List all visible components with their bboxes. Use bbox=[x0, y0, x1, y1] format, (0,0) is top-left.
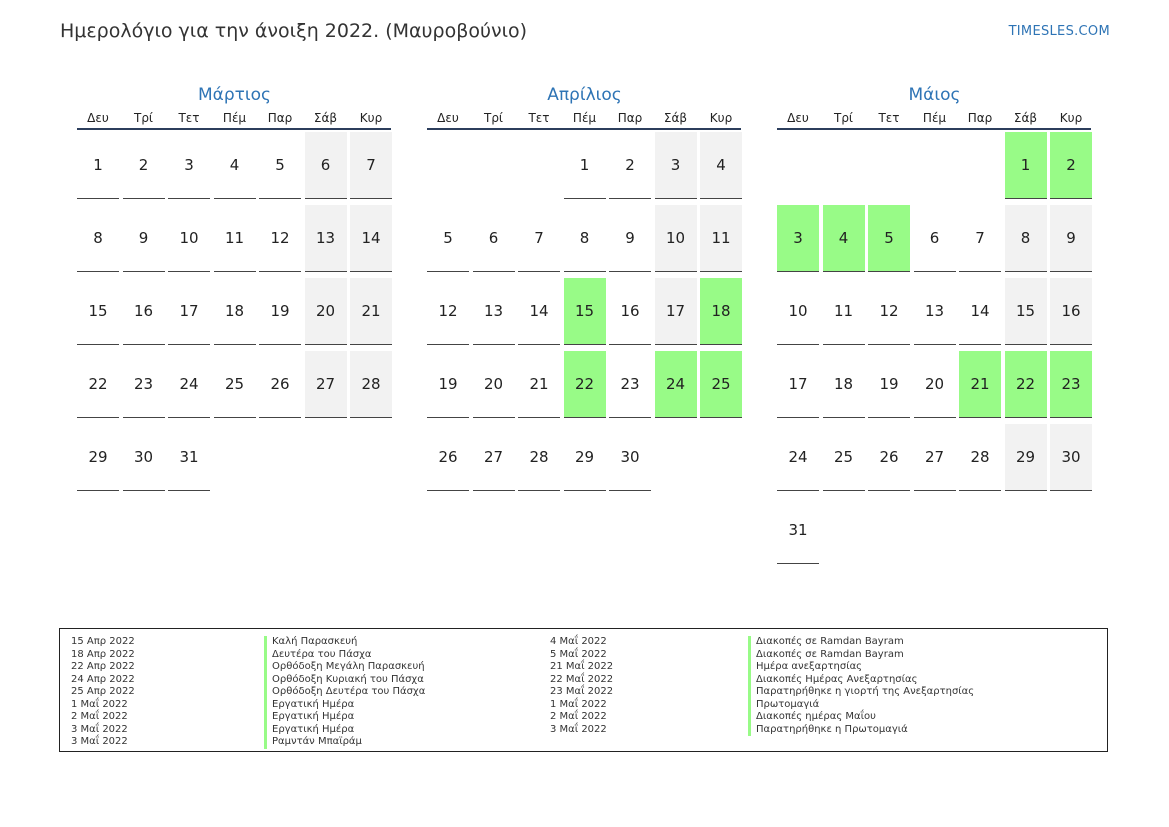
holiday-legend bbox=[59, 628, 1108, 752]
weekday-label: Παρ bbox=[267, 111, 293, 125]
day-cell[interactable]: 18 bbox=[700, 278, 742, 345]
day-cell[interactable]: 16 bbox=[123, 278, 165, 345]
legend-date: 21 Μαΐ 2022 bbox=[550, 661, 614, 672]
day-cell[interactable]: 20 bbox=[473, 351, 515, 418]
day-cell[interactable]: 27 bbox=[914, 424, 956, 491]
day-cell[interactable]: 31 bbox=[777, 497, 819, 564]
month-grid bbox=[777, 130, 1092, 570]
day-cell[interactable]: 3 bbox=[168, 132, 210, 199]
weekday-label: Δευ bbox=[437, 111, 459, 125]
weekday-label: Σάβ bbox=[1013, 111, 1038, 125]
legend-date: 4 Μαΐ 2022 bbox=[550, 636, 607, 647]
legend-date: 2 Μαΐ 2022 bbox=[550, 711, 607, 722]
legend-holiday-name: Διακοπές ημέρας Μαΐου bbox=[748, 711, 974, 724]
weekday-header bbox=[77, 108, 391, 130]
weekday-label: Παρ bbox=[617, 111, 643, 125]
day-cell[interactable]: 28 bbox=[518, 424, 560, 491]
month-name: Μάιος bbox=[908, 85, 961, 105]
day-cell[interactable]: 2 bbox=[609, 132, 651, 199]
legend-names-column bbox=[748, 636, 974, 736]
day-cell[interactable]: 5 bbox=[427, 205, 469, 272]
weekday-label: Πέμ bbox=[222, 111, 247, 125]
month-block bbox=[777, 82, 1092, 570]
weekday-header bbox=[777, 108, 1091, 130]
legend-holiday-name: Ορθόδοξη Δευτέρα του Πάσχα bbox=[264, 686, 425, 699]
day-cell[interactable]: 19 bbox=[259, 278, 301, 345]
day-cell[interactable]: 23 bbox=[123, 351, 165, 418]
day-cell[interactable]: 24 bbox=[777, 424, 819, 491]
weekday-label: Δευ bbox=[787, 111, 809, 125]
day-cell[interactable]: 8 bbox=[564, 205, 606, 272]
month-name: Απρίλιος bbox=[547, 85, 622, 105]
month-name: Μάρτιος bbox=[197, 85, 272, 105]
day-cell[interactable]: 8 bbox=[77, 205, 119, 272]
legend-holiday-name: Καλή Παρασκευή bbox=[264, 636, 425, 649]
legend-date: 2 Μαΐ 2022 bbox=[71, 711, 128, 722]
day-cell[interactable]: 21 bbox=[350, 278, 392, 345]
day-cell[interactable]: 5 bbox=[259, 132, 301, 199]
day-cell[interactable]: 25 bbox=[823, 424, 865, 491]
day-cell[interactable]: 16 bbox=[1050, 278, 1092, 345]
legend-date: 24 Απρ 2022 bbox=[71, 673, 135, 685]
day-cell[interactable]: 4 bbox=[823, 205, 865, 272]
day-cell[interactable]: 23 bbox=[609, 351, 651, 418]
legend-date: 22 Μαΐ 2022 bbox=[550, 673, 614, 685]
month-grid bbox=[77, 130, 392, 570]
page-title: Ημερολόγιο για την άνοιξη 2022. (Μαυροβούνιο) bbox=[60, 20, 528, 42]
day-cell[interactable]: 26 bbox=[427, 424, 469, 491]
day-cell[interactable]: 10 bbox=[777, 278, 819, 345]
day-cell[interactable]: 11 bbox=[823, 278, 865, 345]
day-cell[interactable]: 20 bbox=[914, 351, 956, 418]
day-cell[interactable]: 22 bbox=[564, 351, 606, 418]
month-grid bbox=[427, 130, 742, 570]
day-cell[interactable]: 13 bbox=[473, 278, 515, 345]
day-cell[interactable]: 1 bbox=[77, 132, 119, 199]
day-cell[interactable]: 27 bbox=[305, 351, 347, 418]
day-cell[interactable]: 17 bbox=[655, 278, 697, 345]
legend-holiday-name: Πρωτομαγιά bbox=[748, 699, 974, 712]
day-cell[interactable]: 25 bbox=[700, 351, 742, 418]
day-cell[interactable]: 11 bbox=[214, 205, 256, 272]
legend-holiday-name: Παρατηρήθηκε η Πρωτομαγιά bbox=[748, 724, 974, 737]
weekday-label: Σάβ bbox=[663, 111, 688, 125]
legend-dates-column bbox=[71, 636, 135, 749]
day-cell[interactable]: 10 bbox=[655, 205, 697, 272]
day-cell[interactable]: 18 bbox=[823, 351, 865, 418]
day-cell[interactable]: 6 bbox=[305, 132, 347, 199]
day-cell[interactable]: 28 bbox=[350, 351, 392, 418]
legend-holiday-name: Δευτέρα του Πάσχα bbox=[264, 649, 425, 662]
day-cell[interactable]: 12 bbox=[868, 278, 910, 345]
day-cell[interactable]: 1 bbox=[1005, 132, 1047, 199]
legend-holiday-name: Ημέρα ανεξαρτησίας bbox=[748, 661, 974, 674]
day-cell[interactable]: 3 bbox=[777, 205, 819, 272]
day-cell[interactable]: 12 bbox=[427, 278, 469, 345]
day-cell[interactable]: 12 bbox=[259, 205, 301, 272]
legend-date: 5 Μαΐ 2022 bbox=[550, 648, 607, 660]
day-cell[interactable]: 17 bbox=[168, 278, 210, 345]
weekday-label: Κυρ bbox=[709, 111, 733, 125]
day-cell[interactable]: 26 bbox=[259, 351, 301, 418]
day-cell[interactable]: 15 bbox=[564, 278, 606, 345]
weekday-label: Σάβ bbox=[313, 111, 338, 125]
month-block bbox=[77, 82, 392, 570]
day-cell[interactable]: 4 bbox=[214, 132, 256, 199]
day-cell[interactable]: 24 bbox=[655, 351, 697, 418]
legend-date: 3 Μαΐ 2022 bbox=[71, 736, 128, 747]
weekday-label: Τετ bbox=[178, 111, 200, 125]
legend-holiday-name: Διακοπές Ημέρας Ανεξαρτησίας bbox=[748, 674, 974, 687]
day-cell[interactable]: 30 bbox=[123, 424, 165, 491]
day-cell[interactable]: 18 bbox=[214, 278, 256, 345]
legend-date: 3 Μαΐ 2022 bbox=[550, 723, 607, 735]
weekday-label: Κυρ bbox=[1059, 111, 1083, 125]
weekday-label: Τρί bbox=[133, 111, 153, 125]
day-cell[interactable]: 23 bbox=[1050, 351, 1092, 418]
legend-holiday-name: Ορθόδοξη Μεγάλη Παρασκευή bbox=[264, 661, 425, 674]
legend-date: 25 Απρ 2022 bbox=[71, 686, 135, 697]
day-cell[interactable]: 24 bbox=[168, 351, 210, 418]
day-cell[interactable]: 2 bbox=[123, 132, 165, 199]
day-cell[interactable]: 2 bbox=[1050, 132, 1092, 199]
day-cell[interactable]: 21 bbox=[959, 351, 1001, 418]
legend-holiday-name: Εργατική Ημέρα bbox=[264, 711, 425, 724]
day-cell[interactable]: 22 bbox=[77, 351, 119, 418]
legend-holiday-name: Παρατηρήθηκε η γιορτή της Ανεξαρτησίας bbox=[748, 686, 974, 699]
day-cell[interactable]: 19 bbox=[427, 351, 469, 418]
day-cell[interactable]: 17 bbox=[777, 351, 819, 418]
day-cell[interactable]: 5 bbox=[868, 205, 910, 272]
day-cell[interactable]: 20 bbox=[305, 278, 347, 345]
weekday-label: Τρί bbox=[483, 111, 503, 125]
day-cell[interactable]: 6 bbox=[914, 205, 956, 272]
day-cell[interactable]: 7 bbox=[350, 132, 392, 199]
weekday-label: Τετ bbox=[878, 111, 900, 125]
day-cell[interactable]: 19 bbox=[868, 351, 910, 418]
day-cell[interactable]: 30 bbox=[1050, 424, 1092, 491]
legend-names-column bbox=[264, 636, 425, 749]
day-cell[interactable]: 6 bbox=[473, 205, 515, 272]
day-cell[interactable]: 14 bbox=[959, 278, 1001, 345]
day-cell[interactable]: 27 bbox=[473, 424, 515, 491]
weekday-label: Πέμ bbox=[572, 111, 597, 125]
site-link[interactable]: TIMESLES.COM bbox=[1008, 24, 1110, 39]
day-cell[interactable]: 9 bbox=[123, 205, 165, 272]
day-cell[interactable]: 14 bbox=[350, 205, 392, 272]
day-cell[interactable]: 22 bbox=[1005, 351, 1047, 418]
legend-date: 22 Απρ 2022 bbox=[71, 661, 135, 672]
weekday-label: Κυρ bbox=[359, 111, 383, 125]
legend-date: 15 Απρ 2022 bbox=[71, 636, 135, 647]
day-cell[interactable]: 21 bbox=[518, 351, 560, 418]
legend-dates-column bbox=[550, 636, 613, 736]
day-cell[interactable]: 3 bbox=[655, 132, 697, 199]
legend-holiday-name: Εργατική Ημέρα bbox=[264, 699, 425, 712]
legend-holiday-name: Ραμντάν Μπαϊράμ bbox=[264, 736, 425, 749]
legend-holiday-name: Διακοπές σε Ramdan Bayram bbox=[748, 649, 974, 662]
legend-holiday-name: Ορθόδοξη Κυριακή του Πάσχα bbox=[264, 674, 425, 687]
day-cell[interactable]: 13 bbox=[305, 205, 347, 272]
weekday-label: Πέμ bbox=[922, 111, 947, 125]
day-cell[interactable]: 13 bbox=[914, 278, 956, 345]
day-cell[interactable]: 8 bbox=[1005, 205, 1047, 272]
legend-holiday-name: Εργατική Ημέρα bbox=[264, 724, 425, 737]
month-block bbox=[427, 82, 742, 570]
day-cell[interactable]: 29 bbox=[77, 424, 119, 491]
legend-date: 1 Μαΐ 2022 bbox=[71, 698, 128, 710]
day-cell[interactable]: 10 bbox=[168, 205, 210, 272]
weekday-label: Δευ bbox=[87, 111, 109, 125]
weekday-label: Παρ bbox=[967, 111, 993, 125]
day-cell[interactable]: 15 bbox=[1005, 278, 1047, 345]
day-cell[interactable]: 7 bbox=[959, 205, 1001, 272]
day-cell[interactable]: 29 bbox=[564, 424, 606, 491]
legend-date: 23 Μαΐ 2022 bbox=[550, 686, 614, 697]
day-cell[interactable]: 26 bbox=[868, 424, 910, 491]
day-cell[interactable]: 9 bbox=[1050, 205, 1092, 272]
day-cell[interactable]: 9 bbox=[609, 205, 651, 272]
day-cell[interactable]: 30 bbox=[609, 424, 651, 491]
day-cell[interactable]: 28 bbox=[959, 424, 1001, 491]
legend-date: 1 Μαΐ 2022 bbox=[550, 698, 607, 710]
legend-holiday-name: Διακοπές σε Ramdan Bayram bbox=[748, 636, 974, 649]
day-cell[interactable]: 11 bbox=[700, 205, 742, 272]
day-cell[interactable]: 16 bbox=[609, 278, 651, 345]
legend-date: 3 Μαΐ 2022 bbox=[71, 723, 128, 735]
day-cell[interactable]: 1 bbox=[564, 132, 606, 199]
day-cell[interactable]: 7 bbox=[518, 205, 560, 272]
day-cell[interactable]: 29 bbox=[1005, 424, 1047, 491]
day-cell[interactable]: 25 bbox=[214, 351, 256, 418]
legend-date: 18 Απρ 2022 bbox=[71, 648, 135, 660]
day-cell[interactable]: 15 bbox=[77, 278, 119, 345]
day-cell[interactable]: 4 bbox=[700, 132, 742, 199]
weekday-header bbox=[427, 108, 741, 130]
day-cell[interactable]: 14 bbox=[518, 278, 560, 345]
day-cell[interactable]: 31 bbox=[168, 424, 210, 491]
weekday-label: Τετ bbox=[528, 111, 550, 125]
weekday-label: Τρί bbox=[833, 111, 853, 125]
